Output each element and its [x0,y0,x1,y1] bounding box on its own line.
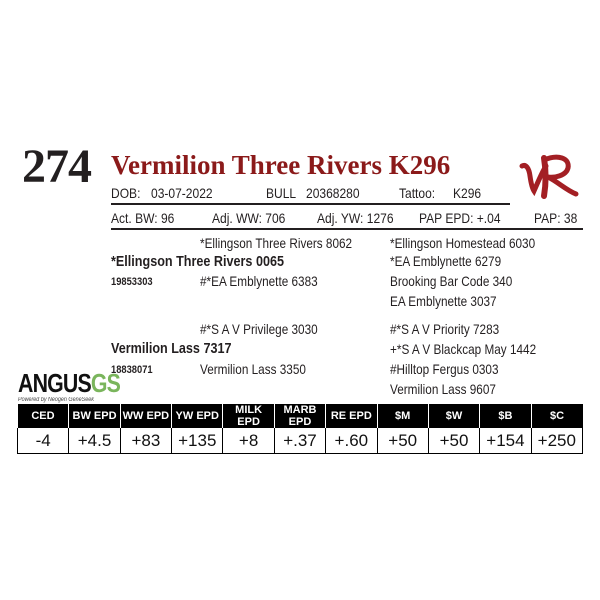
epd-header-bw: BW EPD [69,404,120,428]
epd-header-yw: YW EPD [172,404,223,428]
epd-value-yw: +135 [172,428,223,454]
pedigree-dam-dam-sire: #Hilltop Fergus 0303 [390,361,499,377]
tattoo-label: Tattoo: [399,185,436,201]
epd-header-w: $W [428,404,479,428]
angus-logo-brand: ANGUS [18,368,91,398]
epd-table [17,404,583,454]
epd-value-ced: -4 [18,428,69,454]
epd-value-w: +50 [428,428,479,454]
pedigree-sire: *Ellingson Three Rivers 0065 [111,253,284,270]
epd-header-row [18,404,583,428]
dam-registration: 18838071 [111,364,153,376]
epd-value-c: +250 [531,428,582,454]
epd-value-bw: +4.5 [69,428,120,454]
pedigree-sire-dam: #*EA Emblynette 6383 [200,273,318,289]
animal-name: Vermilion Three Rivers K296 [111,150,451,180]
epd-value-m: +50 [377,428,428,454]
angus-logo-suffix: GS [90,368,121,398]
pedigree-sire-dam-dam: EA Emblynette 3037 [390,293,497,309]
pedigree-dam-dam-dam: Vermilion Lass 9607 [390,381,496,397]
epd-value-b: +154 [480,428,531,454]
epd-value-milk: +8 [223,428,274,454]
sire-registration: 19853303 [111,276,153,288]
angus-gs-logo [18,368,142,403]
pap-value: PAP: 38 [534,210,578,226]
registration-number: 20368280 [306,185,360,201]
epd-header-marb: MARB EPD [274,404,325,428]
epd-value-re: +.60 [326,428,377,454]
epd-header-m: $M [377,404,428,428]
epd-header-ced: CED [18,404,69,428]
pedigree-dam: Vermilion Lass 7317 [111,340,232,357]
pedigree-sire-sire-dam: *EA Emblynette 6279 [390,253,502,269]
pedigree-sire-dam-sire: Brooking Bar Code 340 [390,273,513,289]
epd-value-row [18,428,583,454]
dob-value: 03-07-2022 [151,185,213,201]
epd-header-b: $B [480,404,531,428]
epd-header-re: RE EPD [326,404,377,428]
angus-logo-tagline: Powered by Neogen GeneSeek [18,397,94,403]
ranch-brand-logo [518,150,582,200]
pedigree-sire-sire: *Ellingson Three Rivers 8062 [200,235,353,251]
tattoo-value: K296 [453,185,482,201]
actual-birth-weight: Act. BW: 96 [111,210,175,226]
adjusted-weaning-weight: Adj. WW: 706 [212,210,286,226]
pedigree-dam-dam: Vermilion Lass 3350 [200,361,306,377]
pedigree-dam-sire-sire: #*S A V Priority 7283 [390,321,500,337]
pedigree-dam-sire: #*S A V Privilege 3030 [200,321,318,337]
divider-top [111,203,510,205]
sex-value: BULL [266,185,297,201]
epd-value-marb: +.37 [274,428,325,454]
pedigree-sire-sire-sire: *Ellingson Homestead 6030 [390,235,536,251]
epd-value-ww: +83 [120,428,171,454]
pap-epd: PAP EPD: +.04 [419,210,501,226]
lot-number: 274 [22,140,91,193]
epd-header-c: $C [531,404,582,428]
dob-label: DOB: [111,185,141,201]
epd-header-ww: WW EPD [120,404,171,428]
pedigree-dam-sire-dam: +*S A V Blackcap May 1442 [390,341,537,357]
epd-header-milk: MILK EPD [223,404,274,428]
adjusted-yearling-weight: Adj. YW: 1276 [317,210,394,226]
divider-bottom [111,228,583,230]
